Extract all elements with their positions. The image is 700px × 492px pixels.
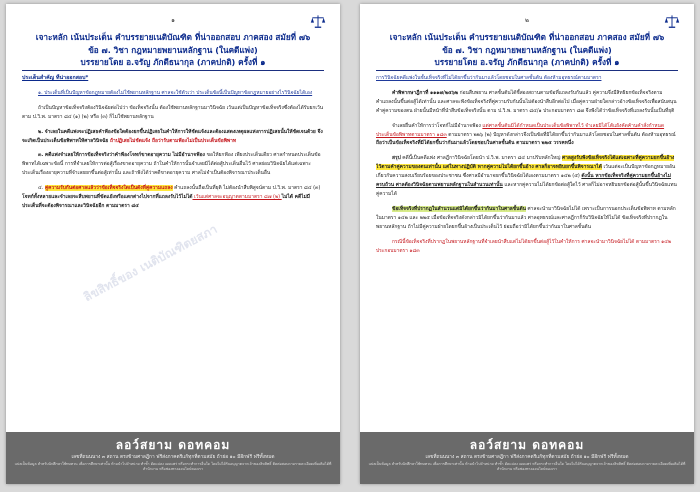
page-number: ๑: [171, 17, 175, 24]
paragraph-4-lead: ๓. คดีแพ่งจำเลยให้การข้อเท็จจริงว่าคำฟ้องโจทก์ขาดอายุความ ไม่มีอำนาจฟ้อง: [38, 152, 207, 159]
paragraph-3-text: ๒. จำเลยในคดีแพ่งจะปฏิเสธคำฟ้องข้อใดต้องยกขึ้นปฏิเสธในคำให้การให้ชัดแจ้งและต้องแสดงเหตุผลแห่งการปฏิเสธนั้นให้ชัดเจนด้วย จึงจะเกิดเป็นประเด็นข้อพิพาทให้ศาลวินิจฉัย: [22, 128, 323, 144]
paragraph-4: [376, 205, 678, 232]
paragraph-5-end: ไม่ได้ คดีไม่มีประเด็นที่จะต้องพิจารณาและวินิจฉัยอีก ตามมาตรา ๘๔: [22, 194, 311, 209]
section-title: ประเด็นสำคัญ ที่น่าออกสอบ*: [22, 75, 89, 81]
document-header: [6, 31, 340, 69]
summary-label: สรุป: [392, 155, 401, 162]
footer-address: เลขที่ถนนนาง ๓ สถาน ตรงข้ามศาลฎีกา ฟรีส่งภาคตรีแก้ทุกที่ตามสมัย ถ้าย่อ ๑๐ มีอีกฟรี ฟรีทั้งหมด: [425, 455, 629, 460]
paragraph-4-text: ศาลจะนำมาวินิจฉัยไม่ได้ เพราะเป็นการนอกประเด็นข้อพิพาท ตามหลักในมาตรา ๑๔๒ และ ๒๒๕ เมื่อข้อเท็จจริงดังกล่าวมิได้ยกขึ้นว่ากันมาแล้ว ศาลอุทธรณ์และศาลฎีกาก็รับวินิจฉัยให้ไม่ได้ ข้อเท็จจริงที่ปรากฏในพยานหลักฐาน ถ้าไม่มีคู่ความฝ่ายใดยกขึ้นอ้างเป็นประเด็นไว้ ย่อมถือว่ามิได้ยกขึ้นว่ากันมาในศาลชั้นต้น: [376, 205, 676, 230]
document-header: [360, 31, 694, 69]
paragraph-2-red: แต่ศาลชั้นต้นมิได้กำหนดเป็นประเด็นข้อพิพาทไว้ จำเลยมิได้โต้แย้งคัดค้านคำสั่งกำหนดประเด็นข้อพิพาทตามมาตรา ๑๘๓: [376, 122, 665, 138]
paragraph-3-bold: ดังนั้น หากข้อเท็จจริงที่คู่ความยกขึ้นอ้างไม่ครบถ้วน ศาลต้องวินิจฉัยตามพยานหลักฐานในสำนวนเท่านั้น: [376, 173, 671, 189]
paragraph-5-red: เว้นแต่ศาลจะอนุญาตตามมาตรา ๘๗ (๒): [192, 194, 282, 201]
left-page: [6, 4, 340, 484]
header-rule: [22, 70, 324, 71]
paragraph-3: [376, 154, 678, 199]
paragraph-2-text-2: ตามมาตรา ๒๒๖ (๒) ปัญหาดังกล่าวจึงเป็นข้อที่มิได้ยกขึ้นว่ากันมาแล้วโดยชอบในศาลชั้นต้น ต้องห้ามอุทธรณ์: [446, 131, 676, 138]
header-line-1: เจาะหลัก เน้นประเด็น คำบรรยายเนติบัณฑิต ที่น่าออกสอบ ภาคสอง สมัยที่ ๗๖: [35, 32, 311, 42]
paragraph-1: [376, 89, 678, 116]
right-page: [360, 4, 694, 484]
paragraph-5-highlight: คู่ความรับกันต่อศาลแล้วว่าข้อเท็จจริงใดเป็นดังที่คู่ความแถลง: [44, 185, 173, 192]
page-number: ๒: [525, 17, 529, 24]
footer-fine-print: แปลเป็นข้อมูล สำหรับนักศึกษาใช้ทบทวน เพื่อการศึกษาเท่านั้น ห้ามนำไปจำหน่าย ทำซ้ำ ดัดแปลง เผยแพร่ หรือกระทำการอื่นใด โดยไม่ได้รับอนุญาตจากเจ้าของลิขสิทธิ์ ติดต่อสอบถามรายละเอียดเพิ่มเติมได้ที่สำนักงาน หรือช่องทางออนไลน์ของเรา: [368, 462, 686, 472]
paragraph-5-number: ๔.: [38, 185, 45, 192]
paragraph-3: [22, 128, 324, 146]
paragraph-5-bold: โจทก์ทั้งหลายและจำเลยจะสืบพยานที่ขัดแย้งหรือแตกต่างไปจากที่แถลงรับไว้ไม่ได้: [22, 194, 193, 201]
paragraph-3-highlight: ศาลสูงรับฟังข้อเท็จจริงได้แต่เฉพาะที่คู่ความยกขึ้นอ้างไว้ตามคำคู่ความของตนเท่านั้น แต่ในทางปฏิบัติ หากคู่ความไม่ได้ยกขึ้นอ้าง ศาลก็อาจหยิบยกขึ้นพิจารณาได้: [376, 155, 675, 171]
paragraph-1: ๑. ประเด็นที่เป็นปัญหาข้อกฎหมายต้องไม่ใช้พยานหลักฐาน ศาลจะใช้ตัวเว่า ประเด็นข้อนี้เป็นปัญหาข้อกฎหมายอย่างไรวินิจฉัยได้เอง: [38, 89, 313, 96]
header-line-2: ข้อ ๗. วิชา กฎหมายพยานหลักฐาน (ในคดีแพ่ง): [88, 44, 258, 55]
paragraph-2: ถ้าเป็นปัญหาข้อเท็จจริงต้องวินิจฉัยต่อไปว่า ข้อเท็จจริงนั้น ต้องใช้พยานหลักฐานมาวินิจฉัย เว้นแต่เป็นปัญหาข้อเท็จจริงซึ่งต้องได้รับยกเว้นตาม ป.วิ.พ. มาตรา ๘๔ (๑) (๒) หรือ (๓) ก็ไม่ใช้พยานหลักฐาน: [22, 104, 324, 120]
paragraph-0: การวินิจฉัยคดีแพ่งในชั้นเท็จจริงที่ไม่ได้ยกขึ้นว่ากันมาแล้วโดยชอบในศาลชั้นต้น ต้องห้ามอุทธรณ์ตามมาตรา: [376, 75, 602, 81]
paragraph-3-text: คดีนี้เป็นคดีแพ่ง ศาลฎีกาวินิจฉัยโดยนำ ป.วิ.พ. มาตรา ๘๔ มาปรับหลักใหญ่: [400, 155, 562, 162]
header-rule: [376, 70, 678, 71]
footer-address: เลขที่ถนนนาง ๓ สถาน ตรงข้ามศาลฎีกา ฟรีส่งภาคตรีแก้ทุกที่ตามสมัย ถ้าย่อ ๑๐ มีอีกฟรี ฟรีทั้งหมด: [71, 455, 275, 460]
watermark: ลิขสิทธิ์ของ เนติบัณฑิตยสภา: [81, 221, 220, 305]
paragraph-4-highlight: ข้อเท็จจริงที่ปรากฏในสำนวนแต่มิได้ยกขึ้นว่ากันมาในศาลชั้นต้น: [392, 205, 526, 212]
paragraph-4-text: ขอให้ยกฟ้อง เพียงประเด็นเดียว ศาลกำหนดประเด็นข้อพิพาทได้เฉพาะข้อนี้ การที่จำเลยให้การต่อสู้เรื่องขาดอายุความ ถ้าในคำให้การนั้นจำเลยมิได้ต่อสู้ประเด็นอื่นไว้ ศาลย่อมวินิจฉัยได้แต่เฉพาะประเด็นเรื่องอายุความที่จำเลยยกขึ้นต่อสู้เท่านั้น และถ้าฟังได้ว่าคดีขาดอายุความ ศาลไม่จำเป็นต้องพิจารณาประเด็นอื่น: [22, 152, 321, 177]
paragraph-2-bold: ถือว่าเป็นข้อเท็จจริงที่มิได้ยกขึ้นว่ากันมาแล้วโดยชอบในศาลชั้นต้น ตามมาตรา ๒๒๕ วรรคหนึ่ง: [376, 140, 574, 147]
paragraph-5: [22, 184, 324, 211]
footer-fine-print: แปลเป็นข้อมูล สำหรับนักศึกษาใช้ทบทวน เพื่อการศึกษาเท่านั้น ห้ามนำไปจำหน่าย ทำซ้ำ ดัดแปลง เผยแพร่ หรือกระทำการอื่นใด โดยไม่ได้รับอนุญาตจากเจ้าของลิขสิทธิ์ ติดต่อสอบถามรายละเอียดเพิ่มเติมได้ที่สำนักงาน หรือช่องทางออนไลน์ของเรา: [14, 462, 332, 472]
header-line-1: เจาะหลัก เน้นประเด็น คำบรรยายเนติบัณฑิต ที่น่าออกสอบ ภาคสอง สมัยที่ ๗๖: [389, 32, 665, 42]
header-line-3: บรรยายโดย อ.จรัญ ภักดีธนากุล (ภาคปกติ) ครั้งที่ ๑: [80, 57, 266, 67]
paragraph-1-text: ก่อนสืบพยาน ศาลชั้นต้นได้ชี้สองสถานตามข้อที่แถลงรับกันแล้ว คู่ความจึงมีสิทธิยกข้อเท็จจริงตามคำแถลงนั้นขึ้นต่อสู้ได้เท่านั้น และศาลจะฟังข้อเท็จจริงที่คู่ความรับกันนั้นไม่ต้องนำสืบอีกต่อไป เมื่อคู่ความฝ่ายใดกล่าวอ้างข้อเท็จจริงเพื่อสนับสนุนคำคู่ความของตน ฝ่ายนั้นมีหน้าที่นำสืบข้อเท็จจริงนั้น ตาม ป.วิ.พ. มาตรา ๘๔/๑ ประกอบมาตรา ๘๗ จึงฟังได้ว่าข้อเท็จจริงที่แถลงรับนั้นเป็นที่ยุติ: [376, 89, 677, 114]
footer-title: ลอว์สยาม ดอทคอม: [115, 438, 231, 452]
paragraph-4: [22, 151, 324, 178]
paragraph-5: กรณีนี้ข้อเท็จจริงที่ปรากฏในพยานหลักฐานที่จำเลยนำสืบแต่ไม่ได้ยกขึ้นต่อสู้ไว้ในคำให้การ ศาลจะนำมาวินิจฉัยไม่ได้ ตามมาตรา ๑๔๒ ประกอบมาตรา ๑๘๓: [376, 238, 672, 254]
scales-of-justice-icon: [664, 13, 680, 29]
paragraph-5-text: คำแถลงนั้นถือเป็นที่ยุติ ไม่ต้องนำสืบพิสูจน์ตาม ป.วิ.พ. มาตรา ๘๔ (๓): [172, 185, 321, 192]
paragraph-3-text-3: และหากคู่ความไม่ได้ยกข้อต่อสู้ใดไว้ ศาลก็ไม่อาจหยิบยกข้อต่อสู้นั้นขึ้นวินิจฉัยแทนคู่ความได้: [376, 182, 677, 197]
footer-title: ลอว์สยาม ดอทคอม: [469, 438, 585, 452]
footer-band: [6, 432, 340, 484]
header-line-3: บรรยายโดย อ.จรัญ ภักดีธนากุล (ภาคปกติ) ครั้งที่ ๑: [434, 57, 620, 67]
paragraph-3-text-2: เว้นแต่จะเป็นปัญหาข้อกฎหมายอันเกี่ยวกับความสงบเรียบร้อยของประชาชน ซึ่งศาลมีอำนาจยกขึ้นวินิจฉัยได้เองตามมาตรา ๑๔๒ (๕): [376, 164, 676, 180]
footer-band: [360, 432, 694, 484]
scales-of-justice-icon: [310, 13, 326, 29]
paragraph-2: [376, 122, 678, 149]
paragraph-3-emphasis: ถ้าปฏิเสธไม่ชัดแจ้ง ถือว่ารับตามฟ้องไม่เป็นประเด็นข้อพิพาท: [109, 137, 237, 144]
paragraph-2-text: จำเลยยื่นคำให้การว่าโจทก์ไม่มีอำนาจฟ้อง: [392, 122, 483, 129]
case-citation: คำพิพากษาฎีกาที่ ๑๑๑๗/๒๕๖๒: [392, 89, 459, 96]
page-content: [376, 74, 678, 424]
header-line-2: ข้อ ๗. วิชา กฎหมายพยานหลักฐาน (ในคดีแพ่ง): [442, 44, 612, 55]
